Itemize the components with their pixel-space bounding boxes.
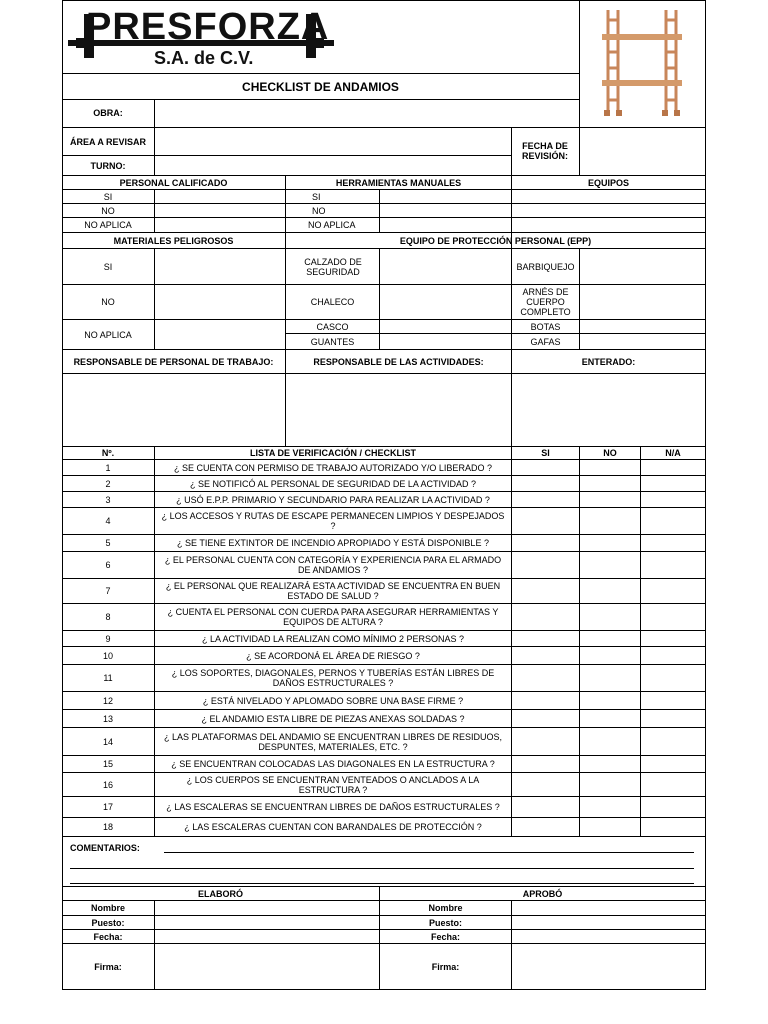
checklist-col-no: NO: [603, 448, 617, 458]
personal-si: SI: [103, 191, 113, 202]
checklist-item-number: 14: [102, 736, 113, 747]
elaboro-fecha-label: Fecha:: [93, 931, 123, 942]
checklist-no-cell[interactable]: [580, 756, 640, 772]
checklist-item-number: 6: [105, 560, 111, 570]
checklist-no-cell[interactable]: [580, 579, 640, 603]
elaboro-nombre-field[interactable]: [155, 901, 379, 915]
epp-gafas: GAFAS: [530, 336, 561, 347]
epp-barbiquejo: BARBIQUEJO: [516, 261, 575, 272]
epp-casco: CASCO: [316, 321, 349, 332]
materiales-no-field[interactable]: [155, 285, 285, 319]
checklist-na-cell[interactable]: [641, 818, 705, 836]
checklist-item-number: 5: [105, 538, 111, 548]
epp-calzado: CALZADO DE SEGURIDAD: [304, 256, 362, 277]
epp-calzado-field[interactable]: [380, 249, 511, 284]
elaboro-puesto-field[interactable]: [155, 916, 379, 929]
personal-si-field[interactable]: [155, 190, 285, 203]
epp-casco-field[interactable]: [380, 320, 511, 333]
materiales-si-field[interactable]: [155, 249, 285, 284]
checklist-na-cell[interactable]: [641, 476, 705, 491]
materiales-no: NO: [101, 297, 115, 307]
checklist-no-cell[interactable]: [580, 773, 640, 796]
comentarios-line-3[interactable]: [70, 883, 694, 884]
area-field[interactable]: [155, 128, 511, 155]
elaboro-fecha-field[interactable]: [155, 930, 379, 943]
checklist-si-cell[interactable]: [512, 492, 579, 507]
aprobo-firma-field[interactable]: [512, 944, 705, 990]
turno-label: TURNO:: [90, 160, 126, 171]
checklist-no-cell[interactable]: [580, 604, 640, 630]
checklist-item-number: 11: [103, 673, 113, 683]
epp-arnes: ARNÉS DE CUERPO COMPLETO: [520, 287, 571, 317]
personal-na-field[interactable]: [155, 218, 285, 232]
epp-botas: BOTAS: [530, 321, 561, 332]
checklist-item-text: ¿ LAS PLATAFORMAS DEL ANDAMIO SE ENCUENTRAN LIBRES DE RESIDUOS, DESPUNTES, MATERIALES, ETC. ?: [164, 731, 502, 752]
checklist-si-cell[interactable]: [512, 692, 579, 709]
checklist-item-text: ¿ EL ANDAMIO ESTA LIBRE DE PIEZAS ANEXAS SOLDADAS ?: [201, 713, 465, 724]
checklist-item-text: ¿ SE ENCUENTRAN COLOCADAS LAS DIAGONALES EN LA ESTRUCTURA ?: [171, 759, 495, 769]
checklist-si-cell[interactable]: [512, 631, 579, 646]
checklist-na-cell[interactable]: [641, 665, 705, 691]
responsable-personal-field[interactable]: [63, 374, 285, 446]
checklist-na-cell[interactable]: [641, 797, 705, 817]
obra-field[interactable]: [155, 100, 705, 127]
checklist-na-cell[interactable]: [641, 552, 705, 578]
checklist-item-number: 10: [102, 650, 113, 661]
epp-botas-field[interactable]: [580, 320, 705, 333]
checklist-item-text: ¿ LAS ESCALERAS SE ENCUENTRAN LIBRES DE DAÑOS ESTRUCTURALES ?: [166, 802, 500, 812]
responsable-personal-label: RESPONSABLE DE PERSONAL DE TRABAJO:: [73, 356, 274, 367]
checklist-col-num: Nº.: [101, 448, 115, 458]
checklist-si-cell[interactable]: [512, 460, 579, 475]
checklist-na-cell[interactable]: [641, 460, 705, 475]
checklist-item-number: 9: [105, 633, 111, 644]
checklist-si-cell[interactable]: [512, 647, 579, 664]
equipos-header: EQUIPOS: [587, 177, 629, 188]
herramientas-no-field[interactable]: [380, 204, 511, 217]
responsable-actividades-field[interactable]: [286, 374, 511, 446]
herramientas-no-aplica: NO APLICA: [308, 220, 356, 230]
materiales-header: MATERIALES PELIGROSOS: [113, 235, 234, 246]
checklist-item-text: ¿ LOS SOPORTES, DIAGONALES, PERNOS Y TUBERÍAS ESTÁN LIBRES DE DAÑOS ESTRUCTURALES ?: [171, 668, 495, 688]
aprobo-fecha-label: Fecha:: [430, 931, 460, 942]
personal-no-aplica: NO APLICA: [84, 220, 132, 230]
checklist-item-number: 8: [105, 612, 111, 622]
elaboro-firma-field[interactable]: [155, 944, 379, 990]
elaboro-firma-label: Firma:: [94, 962, 122, 972]
checklist-no-cell[interactable]: [580, 552, 640, 578]
herramientas-si: SI: [312, 191, 321, 202]
checklist-na-cell[interactable]: [641, 631, 705, 646]
checklist-na-cell[interactable]: [641, 692, 705, 709]
checklist-item-number: 3: [105, 494, 111, 505]
equipos-field[interactable]: [512, 190, 705, 232]
checklist-no-cell[interactable]: [580, 508, 640, 534]
checklist-item-text: ¿ EL PERSONAL CUENTA CON CATEGORÍA Y EXPERIENCIA PARA EL ARMADO DE ANDAMIOS ?: [164, 555, 502, 575]
comentarios-line-1[interactable]: [164, 852, 694, 853]
obra-label: OBRA:: [93, 108, 123, 118]
checklist-item-text: ¿ LAS ESCALERAS CUENTAN CON BARANDALES DE PROTECCIÓN ?: [184, 822, 482, 832]
checklist-item-number: 15: [102, 759, 113, 769]
epp-arnes-field[interactable]: [580, 285, 705, 319]
checklist-si-cell[interactable]: [512, 535, 579, 551]
personal-no-field[interactable]: [155, 204, 285, 217]
materiales-no-aplica: NO APLICA: [84, 329, 132, 340]
aprobo-firma-label: Firma:: [431, 962, 460, 972]
company-suffix: S.A. de C.V.: [154, 48, 254, 68]
enterado-label: ENTERADO:: [581, 356, 636, 367]
elaboro-nombre-label: Nombre: [90, 903, 125, 913]
checklist-si-cell[interactable]: [512, 773, 579, 796]
checklist-si-cell[interactable]: [512, 476, 579, 491]
checklist-item-text: ¿ SE NOTIFICÓ AL PERSONAL DE SEGURIDAD DE LA ACTIVIDAD ?: [190, 478, 476, 489]
elaboro-header: ELABORÓ: [198, 888, 243, 899]
checklist-no-cell[interactable]: [580, 492, 640, 507]
aprobo-fecha-field[interactable]: [512, 930, 705, 943]
epp-gafas-field[interactable]: [580, 334, 705, 349]
checklist-item-text: ¿ USÓ E.P.P. PRIMARIO Y SECUNDARIO PARA REALIZAR LA ACTIVIDAD ?: [176, 494, 490, 505]
materiales-na-field[interactable]: [155, 320, 285, 349]
checklist-si-cell[interactable]: [512, 579, 579, 603]
checklist-no-cell[interactable]: [580, 665, 640, 691]
checklist-si-cell[interactable]: [512, 710, 579, 727]
herramientas-header: HERRAMIENTAS MANUALES: [335, 177, 462, 188]
checklist-na-cell[interactable]: [641, 535, 705, 551]
checklist-no-cell[interactable]: [580, 710, 640, 727]
checklist-no-cell[interactable]: [580, 631, 640, 646]
checklist-item-number: 12: [102, 695, 113, 706]
checklist-si-cell[interactable]: [512, 508, 579, 534]
checklist-si-cell[interactable]: [512, 818, 579, 836]
personal-no: NO: [101, 205, 115, 216]
company-logo: [66, 4, 336, 72]
aprobo-nombre-field[interactable]: [512, 901, 705, 915]
checklist-item-number: 1: [105, 462, 111, 473]
logo-wordmark: PRESFORZA: [86, 6, 330, 48]
checklist-col-list: LISTA DE VERIFICACIÓN / CHECKLIST: [249, 448, 416, 458]
checklist-item-text: ¿ CUENTA EL PERSONAL CON CUERDA PARA ASEGURAR HERRAMIENTAS Y EQUIPOS DE ALTURA ?: [167, 607, 499, 627]
page-title: CHECKLIST DE ANDAMIOS: [242, 79, 399, 94]
checklist-no-cell[interactable]: [580, 460, 640, 475]
checklist-na-cell[interactable]: [641, 773, 705, 796]
checklist-si-cell[interactable]: [512, 728, 579, 755]
checklist-item-number: 18: [102, 822, 113, 832]
checklist-si-cell[interactable]: [512, 797, 579, 817]
checklist-na-cell[interactable]: [641, 710, 705, 727]
checklist-na-cell[interactable]: [641, 728, 705, 755]
checklist-item-number: 4: [105, 516, 111, 526]
checklist-item-number: 16: [102, 779, 113, 790]
checklist-na-cell[interactable]: [641, 756, 705, 772]
checklist-item-text: ¿ SE TIENE EXTINTOR DE INCENDIO APROPIADO Y ESTÁ DISPONIBLE ?: [177, 538, 489, 548]
checklist-na-cell[interactable]: [641, 647, 705, 664]
checklist-si-cell[interactable]: [512, 604, 579, 630]
checklist-si-cell[interactable]: [512, 552, 579, 578]
epp-guantes: GUANTES: [310, 336, 355, 347]
checklist-no-cell[interactable]: [580, 728, 640, 755]
responsable-actividades-label: RESPONSABLE DE LAS ACTIVIDADES:: [313, 356, 484, 367]
checklist-item-text: ¿ SE CUENTA CON PERMISO DE TRABAJO AUTORIZADO Y/O LIBERADO ?: [174, 462, 492, 473]
checklist-col-na: N/A: [665, 448, 681, 458]
checklist-item-text: ¿ EL PERSONAL QUE REALIZARÁ ESTA ACTIVIDAD SE ENCUENTRA EN BUEN ESTADO DE SALUD ?: [165, 581, 501, 601]
fecha-revision-label: FECHA DE REVISIÓN:: [521, 141, 568, 161]
checklist-item-text: ¿ LA ACTIVIDAD LA REALIZAN COMO MÍNIMO 2 PERSONAS ?: [201, 633, 465, 644]
checklist-item-text: ¿ LOS CUERPOS SE ENCUENTRAN VENTEADOS O ANCLADOS A LA ESTRUCTURA ?: [186, 774, 480, 795]
checklist-item-text: ¿ SE ACORDONÁ EL ÁREA DE RIESGO ?: [246, 650, 420, 661]
checklist-item-number: 13: [102, 713, 113, 724]
checklist-item-text: ¿ ESTÁ NIVELADO Y APLOMADO SOBRE UNA BASE FIRME ?: [202, 695, 464, 706]
checklist-item-number: 2: [105, 478, 111, 489]
checklist-col-si: SI: [541, 448, 550, 458]
enterado-field[interactable]: [512, 374, 705, 446]
checklist-na-cell[interactable]: [641, 492, 705, 507]
checklist-no-cell[interactable]: [580, 797, 640, 817]
materiales-si: SI: [103, 261, 113, 272]
turno-field[interactable]: [155, 156, 511, 175]
checklist-no-cell[interactable]: [580, 692, 640, 709]
checklist-na-cell[interactable]: [641, 604, 705, 630]
checklist-si-cell[interactable]: [512, 665, 579, 691]
checklist-no-cell[interactable]: [580, 476, 640, 491]
epp-header: EQUIPO DE PROTECCIÓN PERSONAL (EPP): [399, 235, 592, 246]
personal-header: PERSONAL CALIFICADO: [119, 177, 228, 188]
checklist-no-cell[interactable]: [580, 647, 640, 664]
herramientas-na-field[interactable]: [380, 218, 511, 232]
epp-barbiquejo-field[interactable]: [580, 249, 705, 284]
herramientas-no: NO: [312, 205, 326, 216]
checklist-no-cell[interactable]: [580, 818, 640, 836]
aprobo-puesto-label: Puesto:: [428, 917, 462, 928]
epp-chaleco-field[interactable]: [380, 285, 511, 319]
checklist-na-cell[interactable]: [641, 508, 705, 534]
epp-chaleco: CHALECO: [310, 297, 355, 307]
checklist-item-number: 7: [105, 586, 111, 596]
elaboro-puesto-label: Puesto:: [91, 917, 125, 928]
comentarios-line-2[interactable]: [70, 868, 694, 869]
checklist-item-number: 17: [102, 802, 113, 812]
aprobo-nombre-label: Nombre: [428, 903, 463, 913]
checklist-si-cell[interactable]: [512, 756, 579, 772]
comentarios-label: COMENTARIOS:: [70, 843, 140, 853]
aprobo-puesto-field[interactable]: [512, 916, 705, 929]
epp-guantes-field[interactable]: [380, 334, 511, 349]
fecha-revision-field[interactable]: [580, 128, 705, 175]
checklist-item-text: ¿ LOS ACCESOS Y RUTAS DE ESCAPE PERMANECEN LIMPIOS Y DESPEJADOS ?: [161, 511, 505, 531]
area-label: ÁREA A REVISAR: [69, 136, 146, 147]
herramientas-si-field[interactable]: [380, 190, 511, 203]
checklist-na-cell[interactable]: [641, 579, 705, 603]
checklist-no-cell[interactable]: [580, 535, 640, 551]
aprobo-header: APROBÓ: [522, 888, 563, 899]
